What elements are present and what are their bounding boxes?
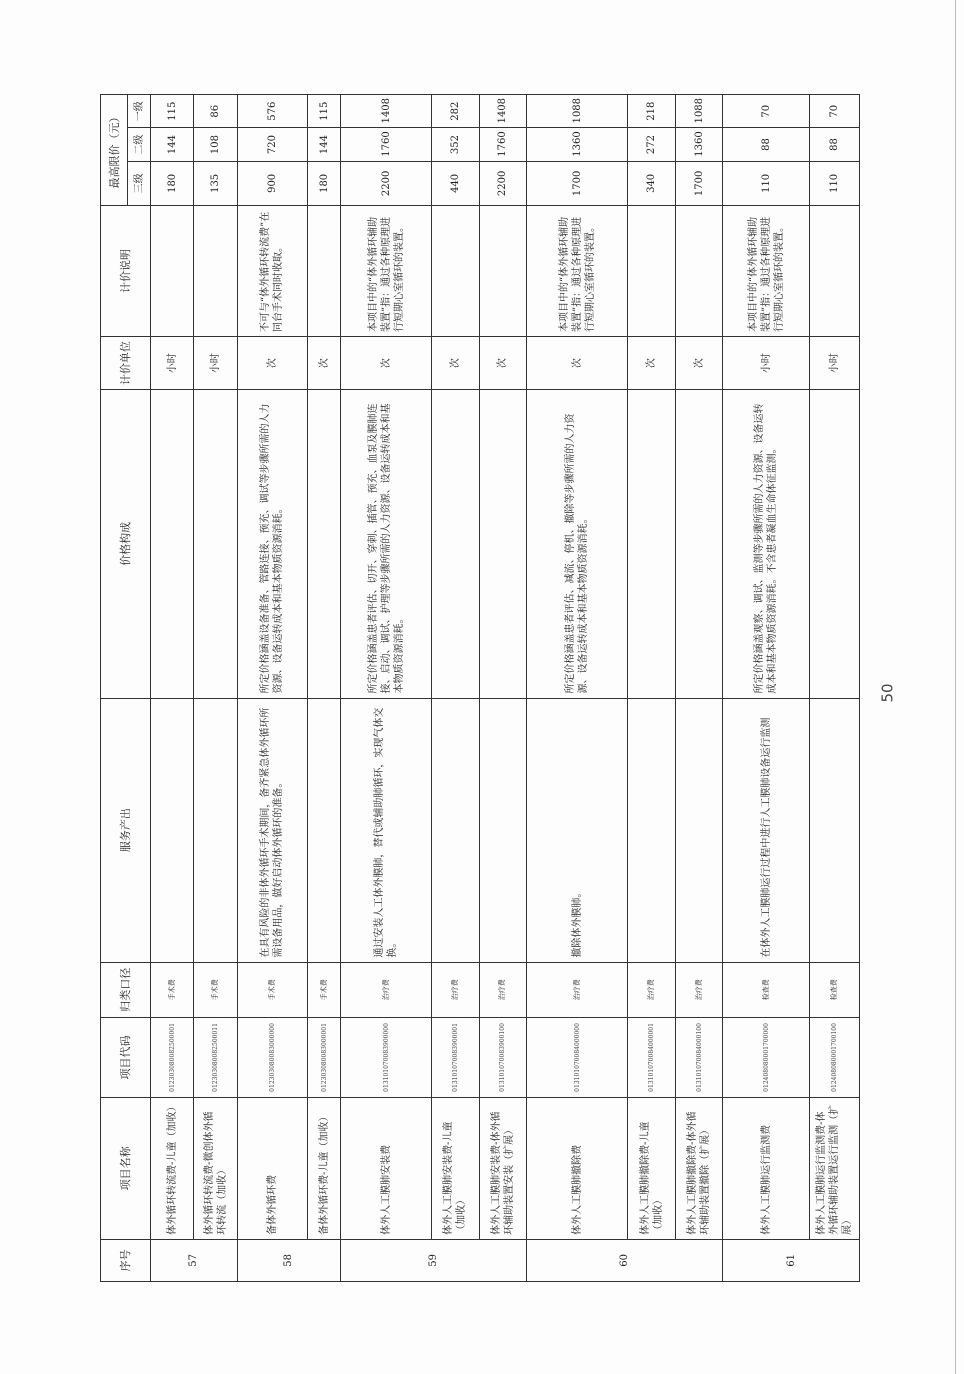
row-price-level1: 115 xyxy=(308,95,341,128)
row-category: 治疗费 xyxy=(675,962,723,1017)
row-unit: 次 xyxy=(432,336,480,389)
table-row xyxy=(479,95,527,1282)
row-code: 013101070083900000 xyxy=(341,1018,432,1098)
row-name: 体外人工膜肺安装费 xyxy=(341,1097,432,1239)
row-unit: 次 xyxy=(675,336,723,389)
row-name: 体外人工膜肺撤除费-儿童（加收） xyxy=(628,1097,676,1239)
row-code: 013101070083900100 xyxy=(479,1018,527,1098)
table-row xyxy=(308,95,341,1282)
rotated-table-wrapper xyxy=(100,94,860,1282)
row-unit: 次 xyxy=(341,336,432,389)
row-output: 在体外人工膜肺运行过程中进行人工膜肺设备运行监测 xyxy=(723,698,810,962)
row-composition: 所定价格涵盖观察、调试、监测等步骤所需的人力资源、设备运转成本和基本物质资源消耗。不含患者凝血生命体征监测。 xyxy=(723,390,810,698)
row-unit: 次 xyxy=(237,336,307,389)
table-row xyxy=(237,95,307,1282)
row-category: 检查费 xyxy=(810,962,860,1017)
header-level1: 一级 xyxy=(128,95,151,128)
row-seq: 58 xyxy=(237,1239,340,1281)
table-row xyxy=(341,95,432,1282)
row-name: 备体外循环费 xyxy=(237,1097,307,1239)
row-category: 治疗费 xyxy=(432,962,480,1017)
row-price-level3: 135 xyxy=(194,161,237,205)
table-row xyxy=(432,95,480,1282)
row-code: 012408080001700000 xyxy=(723,1018,810,1098)
row-price-level2: 144 xyxy=(151,128,194,161)
row-price-level3: 2200 xyxy=(341,161,432,205)
row-note xyxy=(432,206,480,337)
row-note xyxy=(194,206,237,337)
row-output xyxy=(151,698,194,962)
header-price-group: 最高限价（元） xyxy=(101,95,128,206)
row-price-level3: 180 xyxy=(308,161,341,205)
row-output xyxy=(675,698,723,962)
row-price-level3: 1700 xyxy=(675,161,723,205)
row-price-level1: 218 xyxy=(628,95,676,128)
row-composition xyxy=(479,390,527,698)
row-price-level2: 144 xyxy=(308,128,341,161)
row-price-level1: 70 xyxy=(810,95,860,128)
row-code: 013101070084000001 xyxy=(628,1018,676,1098)
page-number: 50 xyxy=(878,683,897,703)
row-note xyxy=(810,206,860,337)
row-price-level2: 272 xyxy=(628,128,676,161)
row-price-level2: 1360 xyxy=(675,128,723,161)
row-output xyxy=(308,698,341,962)
row-note: 本项目中的“体外循环辅助装置”指：通过各种原理进行短期心室循环的装置。 xyxy=(527,206,628,337)
row-price-level1: 1088 xyxy=(675,95,723,128)
row-composition xyxy=(151,390,194,698)
row-composition xyxy=(194,390,237,698)
header-code: 项目代码 xyxy=(101,1018,151,1098)
header-name: 项目名称 xyxy=(101,1097,151,1239)
row-code: 012303080082500001 xyxy=(151,1018,194,1098)
table-row xyxy=(723,95,810,1282)
header-note: 计价说明 xyxy=(101,206,151,337)
row-composition xyxy=(432,390,480,698)
table-row xyxy=(151,95,194,1282)
row-unit: 小时 xyxy=(723,336,810,389)
header-composition: 价格构成 xyxy=(101,390,151,698)
row-code: 013101070083900001 xyxy=(432,1018,480,1098)
row-output: 撤除体外膜肺。 xyxy=(527,698,628,962)
row-price-level2: 352 xyxy=(432,128,480,161)
row-note: 不可与“体外循环转流费”在同台手术同时收取。 xyxy=(237,206,307,337)
row-price-level3: 2200 xyxy=(479,161,527,205)
table-row xyxy=(810,95,860,1282)
table-row xyxy=(628,95,676,1282)
row-composition xyxy=(810,390,860,698)
row-price-level2: 1760 xyxy=(479,128,527,161)
row-unit: 次 xyxy=(527,336,628,389)
row-note xyxy=(675,206,723,337)
row-note xyxy=(151,206,194,337)
table-row xyxy=(675,95,723,1282)
row-category: 手术费 xyxy=(237,962,307,1017)
row-output xyxy=(479,698,527,962)
row-seq: 59 xyxy=(341,1239,527,1281)
row-price-level1: 576 xyxy=(237,95,307,128)
row-note: 本项目中的“体外循环辅助装置”指：通过各种原理进行短期心室循环的装置。 xyxy=(723,206,810,337)
row-price-level1: 1408 xyxy=(479,95,527,128)
row-name: 体外人工膜肺运行监测费 xyxy=(723,1097,810,1239)
row-price-level3: 340 xyxy=(628,161,676,205)
row-category: 检查费 xyxy=(723,962,810,1017)
row-unit: 次 xyxy=(479,336,527,389)
row-unit: 次 xyxy=(308,336,341,389)
row-note: 本项目中的“体外循环辅助装置”指：通过各种原理进行短期心室循环的装置。 xyxy=(341,206,432,337)
header-level2: 二级 xyxy=(128,128,151,161)
row-category: 治疗费 xyxy=(479,962,527,1017)
row-name: 体外人工膜肺安装费-儿童（加收） xyxy=(432,1097,480,1239)
row-note xyxy=(479,206,527,337)
row-name: 体外人工膜肺撤除费-体外循环辅助装置撤除（扩展） xyxy=(675,1097,723,1239)
row-code: 012303080083000001 xyxy=(308,1018,341,1098)
table-row xyxy=(527,95,628,1282)
table-row xyxy=(194,95,237,1282)
row-price-level3: 440 xyxy=(432,161,480,205)
header-output: 服务产出 xyxy=(101,698,151,962)
row-seq: 60 xyxy=(527,1239,723,1281)
row-unit: 小时 xyxy=(194,336,237,389)
row-price-level2: 88 xyxy=(810,128,860,161)
row-code: 013101070084000100 xyxy=(675,1018,723,1098)
row-code: 013101070084000000 xyxy=(527,1018,628,1098)
row-name: 体外循环转流费-儿童（加收） xyxy=(151,1097,194,1239)
row-category: 手术费 xyxy=(194,962,237,1017)
header-unit: 计价单位 xyxy=(101,336,151,389)
row-price-level2: 720 xyxy=(237,128,307,161)
row-category: 手术费 xyxy=(151,962,194,1017)
row-composition: 所定价格涵盖患者评估、减流、停机、撤除等步骤所需的人力资源、设备运转成本和基本物质资源消耗。 xyxy=(527,390,628,698)
row-price-level3: 110 xyxy=(723,161,810,205)
row-seq: 61 xyxy=(723,1239,860,1281)
row-name: 体外循环转流费-微创体外循环转流（加收） xyxy=(194,1097,237,1239)
row-code: 012303080083000000 xyxy=(237,1018,307,1098)
row-price-level2: 88 xyxy=(723,128,810,161)
row-price-level1: 86 xyxy=(194,95,237,128)
row-composition: 所定价格涵盖设备准备、管路连接、预充、调试等步骤所需的人力资源、设备运转成本和基本物质资源消耗。 xyxy=(237,390,307,698)
header-row xyxy=(101,95,128,1282)
row-composition xyxy=(628,390,676,698)
row-code: 012303080082500011 xyxy=(194,1018,237,1098)
row-price-level3: 110 xyxy=(810,161,860,205)
row-code: 012408080001700100 xyxy=(810,1018,860,1098)
row-name: 备体外循环费-儿童（加收） xyxy=(308,1097,341,1239)
row-unit: 小时 xyxy=(151,336,194,389)
row-price-level2: 1360 xyxy=(527,128,628,161)
row-seq: 57 xyxy=(151,1239,238,1281)
row-output: 通过安装人工体外膜肺，替代或辅助肺循环，实现气体交换。 xyxy=(341,698,432,962)
row-output xyxy=(628,698,676,962)
row-price-level2: 1760 xyxy=(341,128,432,161)
row-composition xyxy=(675,390,723,698)
row-note xyxy=(628,206,676,337)
row-category: 手术费 xyxy=(308,962,341,1017)
header-level3: 三级 xyxy=(128,161,151,205)
row-price-level3: 1700 xyxy=(527,161,628,205)
row-note xyxy=(308,206,341,337)
row-price-level1: 1088 xyxy=(527,95,628,128)
row-output xyxy=(432,698,480,962)
row-price-level3: 900 xyxy=(237,161,307,205)
price-table xyxy=(100,94,860,1282)
row-unit: 小时 xyxy=(810,336,860,389)
row-output: 在具有风险的非体外循环手术期间，备齐紧急体外循环所需设备用品，做好启动体外循环的准备。 xyxy=(237,698,307,962)
header-seq: 序号 xyxy=(101,1239,151,1281)
row-output xyxy=(810,698,860,962)
row-category: 治疗费 xyxy=(341,962,432,1017)
row-price-level2: 108 xyxy=(194,128,237,161)
row-price-level1: 1408 xyxy=(341,95,432,128)
row-price-level1: 70 xyxy=(723,95,810,128)
row-price-level1: 282 xyxy=(432,95,480,128)
row-price-level1: 115 xyxy=(151,95,194,128)
row-unit: 次 xyxy=(628,336,676,389)
row-name: 体外人工膜肺撤除费 xyxy=(527,1097,628,1239)
row-category: 治疗费 xyxy=(628,962,676,1017)
row-composition: 所定价格涵盖患者评估、切开、穿刺、插管、预充、血泵及膜肺连接、启动、调试、护理等步骤所需的人力资源、设备运转成本和基本物质资源消耗。 xyxy=(341,390,432,698)
row-output xyxy=(194,698,237,962)
header-category: 归类口径 xyxy=(101,962,151,1017)
row-name: 体外人工膜肺安装费-体外循环辅助装置安装（扩展） xyxy=(479,1097,527,1239)
row-category: 治疗费 xyxy=(527,962,628,1017)
row-price-level3: 180 xyxy=(151,161,194,205)
page-edge-divider xyxy=(955,0,956,1374)
row-composition xyxy=(308,390,341,698)
row-name: 体外人工膜肺运行监测费-体外循环辅助装置运行监测（扩展） xyxy=(810,1097,860,1239)
